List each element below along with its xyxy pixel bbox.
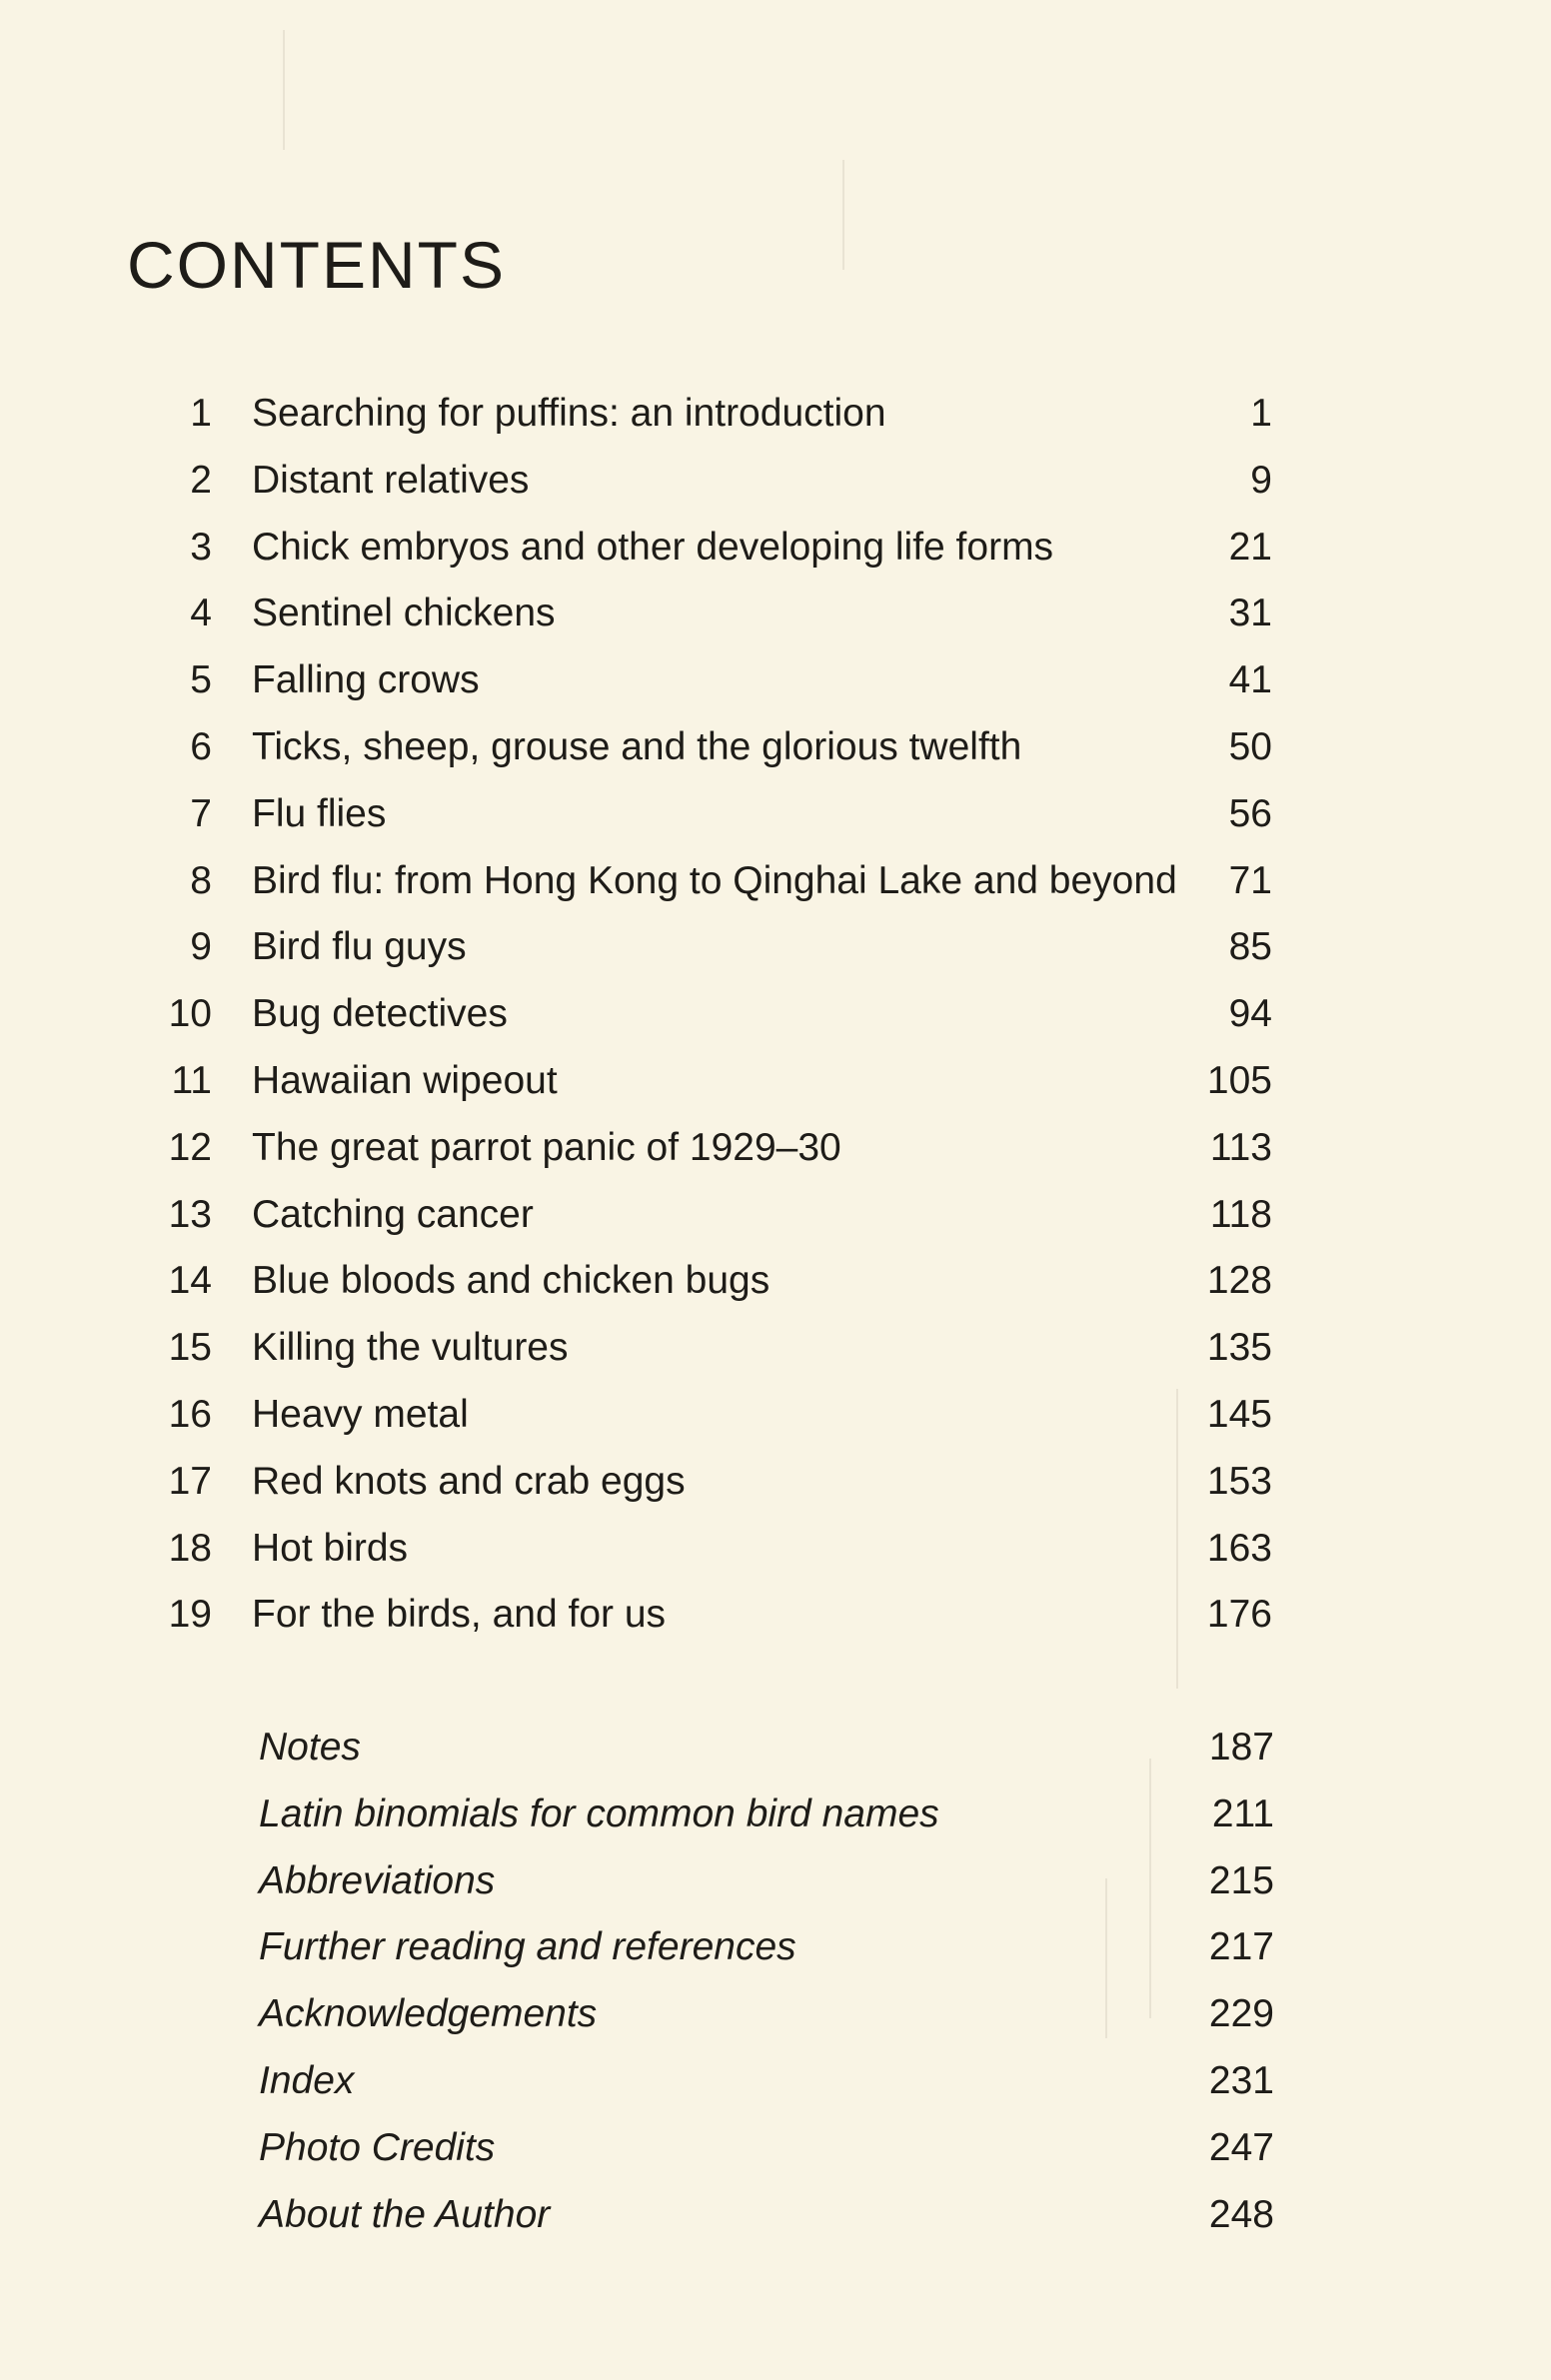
chapter-page: 1 [1250, 392, 1272, 435]
chapter-row [0, 990, 1551, 1057]
back-matter-title: Acknowledgements [259, 1992, 598, 2036]
chapter-title: Catching cancer [252, 1192, 534, 1236]
back-matter-page: 229 [1208, 1992, 1274, 2036]
back-matter-page: 231 [1208, 2058, 1274, 2102]
chapter-number: 4 [190, 592, 212, 635]
chapter-title: Red knots and crab eggs [252, 1459, 686, 1503]
chapter-number: 19 [168, 1593, 212, 1637]
chapter-row [0, 1124, 1551, 1191]
chapter-page: 21 [1228, 525, 1272, 569]
chapter-page: 94 [1228, 992, 1272, 1036]
chapter-row [0, 723, 1551, 790]
chapter-page: 105 [1206, 1058, 1272, 1102]
back-matter-row [0, 1990, 1551, 2057]
chapter-title: Bug detectives [252, 992, 508, 1036]
chapter-title: Hawaiian wipeout [252, 1058, 558, 1102]
back-matter-row [0, 1790, 1551, 1857]
chapter-title: For the birds, and for us [252, 1593, 667, 1637]
chapter-title: Searching for puffins: an introduction [252, 392, 886, 435]
chapter-row [0, 1324, 1551, 1391]
chapter-row [0, 590, 1551, 656]
chapter-title: Chick embryos and other developing life forms [252, 525, 1054, 569]
chapter-row [0, 457, 1551, 524]
chapter-page: 153 [1206, 1459, 1272, 1503]
back-matter-list [0, 1724, 1551, 2257]
chapter-page: 113 [1209, 1125, 1272, 1169]
back-matter-title: Latin binomials for common bird names [259, 1791, 939, 1835]
chapter-page: 163 [1206, 1526, 1272, 1570]
back-matter-row [0, 2124, 1551, 2191]
chapter-page: 135 [1206, 1326, 1272, 1370]
chapter-row [0, 1057, 1551, 1124]
back-matter-row [0, 2191, 1551, 2258]
back-matter-row [0, 1857, 1551, 1924]
chapter-row [0, 1458, 1551, 1525]
chapter-number: 12 [168, 1125, 212, 1169]
chapter-row [0, 524, 1551, 591]
chapter-title: Heavy metal [252, 1392, 469, 1436]
chapter-number: 3 [190, 525, 212, 569]
chapter-title: Ticks, sheep, grouse and the glorious twelfth [252, 724, 1022, 768]
chapter-page: 31 [1228, 592, 1272, 635]
back-matter-page: 211 [1211, 1791, 1274, 1835]
chapter-title: Killing the vultures [252, 1326, 569, 1370]
chapter-title: The great parrot panic of 1929–30 [252, 1125, 841, 1169]
chapter-row [0, 857, 1551, 924]
chapter-page: 9 [1250, 458, 1272, 502]
back-matter-row [0, 2057, 1551, 2124]
chapter-list [0, 390, 1551, 1658]
chapter-title: Bird flu: from Hong Kong to Qinghai Lake and beyond [252, 858, 1177, 902]
back-matter-title: Abbreviations [259, 1858, 496, 1902]
chapter-number: 6 [190, 724, 212, 768]
back-matter-page: 187 [1208, 1726, 1274, 1769]
back-matter-title: Notes [259, 1726, 361, 1769]
chapter-title: Flu flies [252, 791, 387, 835]
chapter-title: Blue bloods and chicken bugs [252, 1259, 771, 1303]
chapter-title: Bird flu guys [252, 925, 467, 969]
back-matter-page: 248 [1208, 2192, 1274, 2236]
chapter-number: 18 [168, 1526, 212, 1570]
scan-mark [283, 30, 285, 150]
chapter-page: 176 [1206, 1593, 1272, 1637]
chapter-row [0, 390, 1551, 457]
chapter-row [0, 1591, 1551, 1658]
chapter-page: 85 [1228, 925, 1272, 969]
chapter-number: 11 [171, 1058, 212, 1102]
chapter-row [0, 790, 1551, 857]
chapter-title: Hot birds [252, 1526, 409, 1570]
back-matter-page: 247 [1208, 2125, 1274, 2169]
chapter-number: 8 [190, 858, 212, 902]
back-matter-page: 217 [1208, 1925, 1274, 1969]
back-matter-row [0, 1923, 1551, 1990]
back-matter-page: 215 [1208, 1858, 1274, 1902]
chapter-number: 14 [168, 1259, 212, 1303]
chapter-number: 15 [168, 1326, 212, 1370]
chapter-number: 1 [190, 392, 212, 435]
chapter-number: 5 [190, 658, 212, 702]
chapter-number: 2 [190, 458, 212, 502]
back-matter-title: About the Author [259, 2192, 551, 2236]
back-matter-row [0, 1724, 1551, 1790]
chapter-number: 7 [190, 791, 212, 835]
chapter-number: 9 [190, 925, 212, 969]
back-matter-title: Further reading and references [259, 1925, 796, 1969]
chapter-page: 50 [1228, 724, 1272, 768]
page-title: CONTENTS [127, 228, 506, 302]
chapter-row [0, 1525, 1551, 1592]
chapter-page: 118 [1209, 1192, 1272, 1236]
chapter-page: 145 [1206, 1392, 1272, 1436]
chapter-row [0, 1391, 1551, 1458]
chapter-title: Falling crows [252, 658, 480, 702]
scan-mark [842, 160, 844, 270]
chapter-row [0, 923, 1551, 990]
chapter-number: 16 [168, 1392, 212, 1436]
chapter-title: Distant relatives [252, 458, 530, 502]
chapter-page: 41 [1228, 658, 1272, 702]
chapter-row [0, 1257, 1551, 1324]
chapter-page: 128 [1206, 1259, 1272, 1303]
chapter-row [0, 1191, 1551, 1258]
chapter-page: 71 [1228, 858, 1272, 902]
chapter-title: Sentinel chickens [252, 592, 556, 635]
back-matter-title: Index [259, 2058, 355, 2102]
chapter-number: 13 [168, 1192, 212, 1236]
back-matter-title: Photo Credits [259, 2125, 496, 2169]
chapter-number: 10 [168, 992, 212, 1036]
chapter-page: 56 [1228, 791, 1272, 835]
chapter-number: 17 [168, 1459, 212, 1503]
chapter-row [0, 656, 1551, 723]
